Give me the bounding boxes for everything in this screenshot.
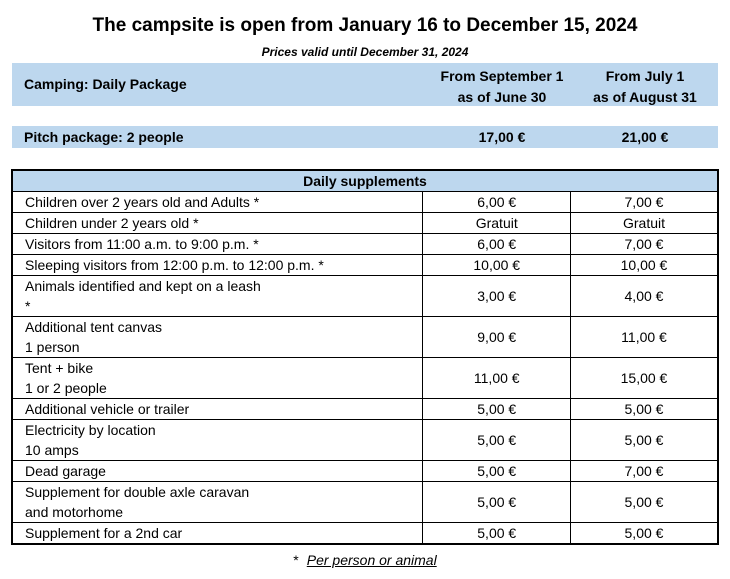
row-price-1: 5,00 € — [423, 482, 571, 523]
row-price-2: 5,00 € — [570, 523, 718, 545]
row-label — [12, 420, 423, 461]
table-row — [12, 255, 718, 276]
pitch-price-2: 21,00 € — [621, 129, 669, 145]
header-period-2 — [575, 66, 715, 108]
row-price-1: 5,00 € — [423, 461, 571, 482]
row-label — [12, 234, 423, 255]
row-label-line1: Children under 2 years old * — [25, 215, 199, 231]
table-row — [12, 523, 718, 545]
row-price-1: 10,00 € — [423, 255, 571, 276]
row-price-2: 7,00 € — [570, 234, 718, 255]
row-price-1: Gratuit — [423, 213, 571, 234]
row-price-2: 4,00 € — [570, 276, 718, 317]
supplements-heading-row — [12, 170, 718, 192]
row-label-line2: 1 person — [25, 339, 80, 355]
row-price-2: 7,00 € — [570, 192, 718, 213]
row-label — [12, 523, 423, 545]
table-row — [12, 276, 718, 317]
row-label — [12, 213, 423, 234]
row-label-line1: Visitors from 11:00 a.m. to 9:00 p.m. * — [25, 236, 259, 252]
footnote-text: Per person or animal — [306, 552, 437, 568]
row-label-line1: Supplement for a 2nd car — [25, 525, 183, 541]
header-band — [12, 63, 718, 106]
row-label-line1: Supplement for double axle caravan — [25, 484, 250, 500]
table-row — [12, 461, 718, 482]
row-price-1: 3,00 € — [423, 276, 571, 317]
row-price-1: 5,00 € — [423, 523, 571, 545]
table-row — [12, 213, 718, 234]
header-period-2-line1: From July 1 — [605, 68, 685, 84]
row-price-2: 11,00 € — [570, 317, 718, 358]
row-price-1: 6,00 € — [423, 192, 571, 213]
table-row — [12, 234, 718, 255]
row-label — [12, 358, 423, 399]
row-price-2: 15,00 € — [570, 358, 718, 399]
row-price-1: 11,00 € — [423, 358, 571, 399]
row-price-1: 5,00 € — [423, 399, 571, 420]
row-label — [12, 482, 423, 523]
row-price-2: Gratuit — [570, 213, 718, 234]
pitch-label: Pitch package: 2 people — [24, 129, 184, 145]
row-label — [12, 255, 423, 276]
row-label-line1: Tent + bike — [25, 360, 94, 376]
header-period-2-line2: as of August 31 — [593, 89, 697, 105]
row-label-line1: Dead garage — [25, 463, 106, 479]
table-row — [12, 399, 718, 420]
table-row — [12, 317, 718, 358]
row-label-line2: * — [25, 298, 31, 314]
row-price-2: 5,00 € — [570, 420, 718, 461]
pitch-price-1: 17,00 € — [478, 129, 526, 145]
row-price-2: 7,00 € — [570, 461, 718, 482]
row-label-line2: and motorhome — [25, 504, 124, 520]
row-label-line1: Animals identified and kept on a leash — [25, 278, 261, 294]
row-label-line1: Children over 2 years old and Adults * — [25, 194, 260, 210]
page-title: The campsite is open from January 16 to December 15, 2024 — [92, 15, 638, 36]
row-label-line2: 10 amps — [25, 442, 79, 458]
header-period-1 — [422, 66, 582, 108]
header-period-1-line2: as of June 30 — [457, 89, 547, 105]
row-label-line1: Sleeping visitors from 12:00 p.m. to 12:00 p.m. * — [25, 257, 324, 273]
header-period-1-line1: From September 1 — [440, 68, 564, 84]
row-price-2: 5,00 € — [570, 482, 718, 523]
row-label — [12, 192, 423, 213]
row-price-2: 5,00 € — [570, 399, 718, 420]
row-label — [12, 276, 423, 317]
footnote-star: * — [293, 552, 299, 568]
supplements-table — [11, 169, 719, 545]
row-label-line1: Additional tent canvas — [25, 319, 162, 335]
pitch-band — [12, 126, 718, 148]
footnote — [0, 552, 730, 568]
table-row — [12, 482, 718, 523]
row-label-line1: Additional vehicle or trailer — [25, 401, 190, 417]
table-row — [12, 358, 718, 399]
row-price-1: 9,00 € — [423, 317, 571, 358]
supplements-heading: Daily supplements — [12, 170, 718, 192]
row-price-1: 6,00 € — [423, 234, 571, 255]
row-label — [12, 461, 423, 482]
table-row — [12, 192, 718, 213]
row-price-1: 5,00 € — [423, 420, 571, 461]
row-label — [12, 399, 423, 420]
page-subtitle: Prices valid until December 31, 2024 — [261, 45, 469, 59]
row-label-line1: Electricity by location — [25, 422, 156, 438]
row-label — [12, 317, 423, 358]
row-price-2: 10,00 € — [570, 255, 718, 276]
table-row — [12, 420, 718, 461]
row-label-line2: 1 or 2 people — [25, 380, 107, 396]
header-label: Camping: Daily Package — [24, 76, 187, 92]
